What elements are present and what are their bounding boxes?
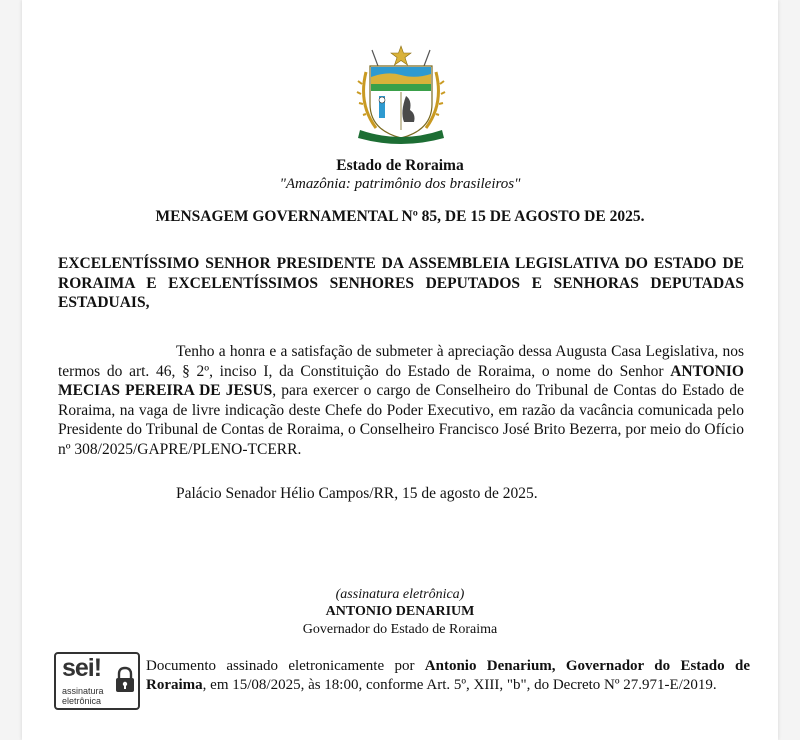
nominee-name: ANTONIO MECIAS PEREIRA DE JESUS <box>58 362 744 399</box>
state-name: Estado de Roraima <box>336 157 464 174</box>
sei-logo-subtitle <box>62 687 104 706</box>
signatory-name: ANTONIO DENARIUM <box>325 604 475 619</box>
message-title: MENSAGEM GOVERNAMENTAL Nº 85, DE 15 DE AGOSTO DE 2025. <box>155 208 645 225</box>
sei-subtitle-line-1: assinatura <box>62 686 104 696</box>
sei-signature-badge <box>54 652 140 710</box>
addressee: EXCELENTÍSSIMO SENHOR PRESIDENTE DA ASSEMBLEIA LEGISLATIVA DO ESTADO DE RORAIMA E EXCELENTÍSSIMOS SENHORES DEPUTADOS E SENHORAS DEPUTADAS ESTADUAIS, <box>58 255 744 311</box>
sei-subtitle-line-2: eletrônica <box>62 695 102 706</box>
message-body <box>58 342 744 459</box>
lock-icon <box>114 666 136 694</box>
body-text-after: , para exercer o cargo de Conselheiro do Tribunal de Contas do Estado de Roraima, na vaga de livre indicação deste Chefe do Poder Executivo, em razão da vacância comunicada pelo Presidente do Tribunal de Contas de Roraima, o Conselheiro Francisco José Brito Bezerra, por meio do Ofício nº 308/2025/GAPRE/PLENO-TCERR. <box>58 382 744 458</box>
body-text-before: Tenho a honra e a satisfação de submeter à apreciação dessa Augusta Casa Legislativa, nos termos do art. 46, § 2º, inciso I, da Constituição do Estado de Roraima, o nome do Senhor <box>58 343 744 380</box>
document-page <box>22 0 778 740</box>
sei-signer: Antonio Denarium, Governador do Estado de Roraima <box>146 658 750 693</box>
sei-logo-text: sei! <box>62 654 102 682</box>
place-date: Palácio Senador Hélio Campos/RR, 15 de agosto de 2025. <box>176 485 538 502</box>
electronic-signature-statement <box>146 657 750 695</box>
sei-text-prefix: Documento assinado eletronicamente por <box>146 658 425 674</box>
roraima-coat-of-arms-icon <box>352 44 450 148</box>
signatory-role: Governador do Estado de Roraima <box>302 622 498 637</box>
sei-text-suffix: , em 15/08/2025, às 18:00, conforme Art. 5º, XIII, "b", do Decreto Nº 27.971-E/2019. <box>202 677 717 693</box>
signature-note: (assinatura eletrônica) <box>335 587 465 602</box>
state-motto: "Amazônia: patrimônio dos brasileiros" <box>279 176 521 192</box>
